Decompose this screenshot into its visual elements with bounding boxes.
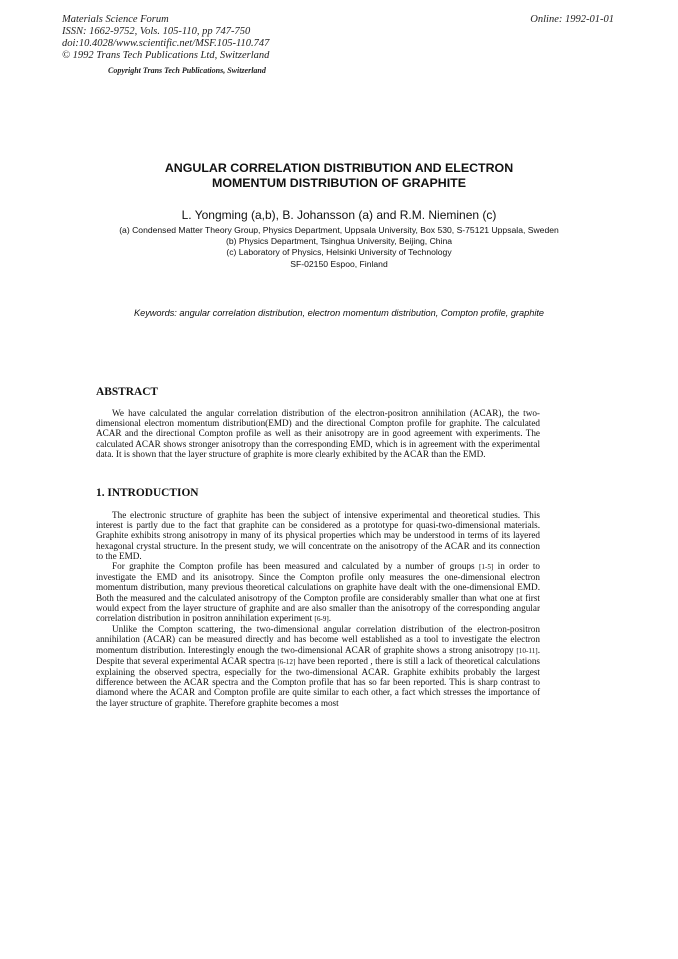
intro-paragraph-3: Unlike the Compton scattering, the two-dimensional angular correlation distribution of the electron-positron annihilation (ACAR) can be measured directly and has become well established as a tool to investigate the electron momentum distribution. Interestingly enough the two-dimensional ACAR of graphite shows a strong anisotropy [10-11]. Despite that several experimental ACAR spectra [6-12] have been reported , there is still a lack of theoretical calculations explaining the observed spectra, especially for the two-dimensional ACAR. Graphite exhibits probably the largest difference between the ACAR spectra and the Compton profile that has so far been reported. This is sharp contrast to diamond where the ACAR and Compton profile are quite similar to each other, a fact which stresses the importance of the layer structure of graphite. Therefore graphite becomes a most xyxy=(96,624,541,708)
title-line-1: ANGULAR CORRELATION DISTRIBUTION AND ELECTRON xyxy=(164,161,514,175)
title-line-2: MOMENTUM DISTRIBUTION OF GRAPHITE xyxy=(212,176,466,190)
citation: [6-12] xyxy=(277,657,296,666)
affiliation-c-line2: SF-02150 Espoo, Finland xyxy=(290,258,388,269)
citation: [1-5] xyxy=(478,563,494,572)
affiliation-b: (b) Physics Department, Tsinghua University, Beijing, China xyxy=(225,236,453,247)
intro-paragraph-2: For graphite the Compton profile has been measured and calculated by a number of groups [1-5] in order to investigate the EMD and its anisotropy. Since the Compton profile only measures the one-dimensional electron momentum distribution, many previous theoretical calculations on graphite have dealt with the one-dimensional EMD. Both the measured and the calculated anisotropy of the Compton profile are considerably smaller than what one at first would expect from the layer structure of graphite and are also smaller than the anisotropy of the corresponding angular correlation distribution in positron annihilation experiment [6-9]. xyxy=(96,561,540,624)
introduction-body xyxy=(96,510,540,708)
doi-line[interactable]: doi:10.4028/www.scientific.net/MSF.105-110.747 xyxy=(62,38,270,49)
journal-name: Materials Science Forum xyxy=(62,14,169,25)
intro-paragraph-1: The electronic structure of graphite has been the subject of intensive experimental and theoretical studies. This interest is partly due to the fact that graphite can be considered as a prototype for quasi-two-dimensional materials. Graphite exhibits strong anisotropy in many of its physical properties which may be understood in terms of its layered hexagonal crystal structure. In the present study, we will concentrate on the anisotropy of the ACAR and its connection to the EMD. xyxy=(96,510,540,561)
abstract-text: We have calculated the angular correlation distribution of the electron-positron annihilation (ACAR), the two-dimensional electron momentum distribution(EMD) and the directional Compton profile for graphite. The calculated ACAR and the directional Compton profile as well as their anisotropy are in good agreement with experiments. The calculated ACAR shows stronger anisotropy than the corresponding EMD, which is in agreement with the experimental data. It is shown that the layer structure of graphite is more clearly exhibited by the ACAR than the EMD. xyxy=(96,408,540,459)
keywords: Keywords: angular correlation distribution, electron momentum distribution, Compton profile, graphite xyxy=(133,308,545,318)
issn-line: ISSN: 1662-9752, Vols. 105-110, pp 747-750 xyxy=(62,26,251,37)
affiliation-c-line1: (c) Laboratory of Physics, Helsinki University of Technology xyxy=(226,247,452,258)
journal-header xyxy=(62,14,269,62)
copyright-line: © 1992 Trans Tech Publications Ltd, Switzerland xyxy=(62,50,270,61)
citation: [6-9] xyxy=(314,615,329,624)
paper-title xyxy=(0,161,678,191)
copyright-note: Copyright Trans Tech Publications, Switzerland xyxy=(108,66,266,75)
citation: [10-11] xyxy=(516,646,538,655)
introduction-heading: 1. INTRODUCTION xyxy=(96,487,199,499)
online-date: Online: 1992-01-01 xyxy=(530,14,614,25)
abstract-heading: ABSTRACT xyxy=(96,386,159,398)
affiliations xyxy=(100,225,578,270)
affiliation-a: (a) Condensed Matter Theory Group, Physics Department, Uppsala University, Box 530, S-75121 Uppsala, Sweden xyxy=(119,225,559,235)
authors: L. Yongming (a,b), B. Johansson (a) and R.M. Nieminen (c) xyxy=(181,208,497,222)
abstract-body xyxy=(96,408,540,459)
